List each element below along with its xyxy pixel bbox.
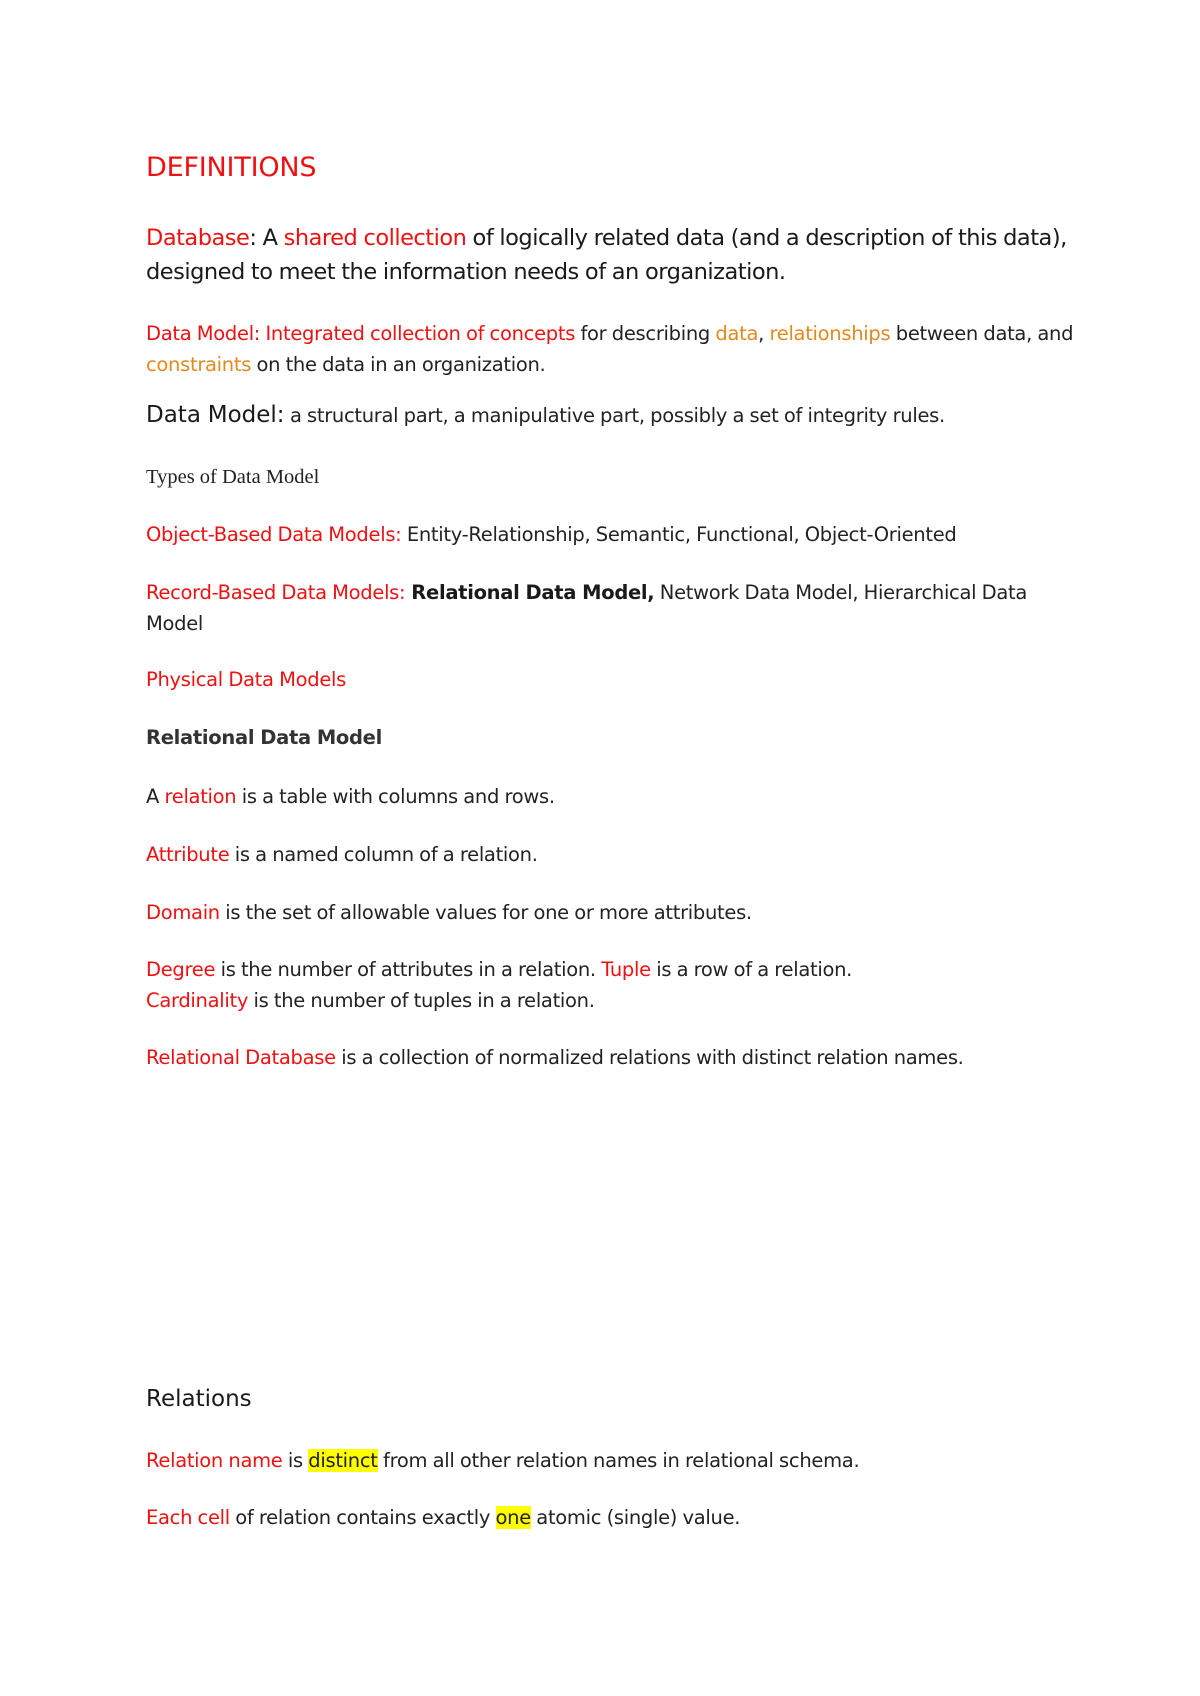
relationships-term: relationships xyxy=(769,322,891,345)
database-colon: : A xyxy=(249,225,284,251)
degree-text: is the number of attributes in a relation. xyxy=(215,958,602,981)
each-cell-text-2: atomic (single) value. xyxy=(530,1506,741,1529)
record-based-models xyxy=(146,577,1076,639)
object-based-models xyxy=(146,519,1076,550)
degree-definition xyxy=(146,954,1076,985)
domain-text: is the set of allowable values for one or more attributes. xyxy=(219,901,752,924)
relational-database-term: Relational Database xyxy=(146,1046,336,1069)
relational-database-text: is a collection of normalized relations with distinct relation names. xyxy=(335,1046,964,1069)
record-based-term: Record-Based Data Models: xyxy=(146,581,406,604)
data-model-parts xyxy=(146,400,1076,431)
distinct-highlight: distinct xyxy=(308,1449,378,1472)
relation-term: relation xyxy=(164,785,237,808)
data-model-text-2: between data, and xyxy=(890,322,1074,345)
data-model-term: Data Model: Integrated collection of concepts xyxy=(146,322,576,345)
data-model-comma: , xyxy=(758,322,770,345)
each-cell-text-1: of relation contains exactly xyxy=(229,1506,496,1529)
each-cell-rule xyxy=(146,1502,1076,1533)
cardinality-term: Cardinality xyxy=(146,989,249,1012)
data-term: data xyxy=(715,322,759,345)
relations-heading: Relations xyxy=(146,1386,252,1412)
relation-text: is a table with columns and rows. xyxy=(236,785,555,808)
attribute-term: Attribute xyxy=(146,843,230,866)
relation-a: A xyxy=(146,785,165,808)
cardinality-text: is the number of tuples in a relation. xyxy=(248,989,595,1012)
relation-name-term: Relation name xyxy=(146,1449,283,1472)
relation-name-rule xyxy=(146,1445,1076,1476)
constraints-term: constraints xyxy=(146,353,252,376)
domain-definition xyxy=(146,897,1076,928)
degree-term: Degree xyxy=(146,958,216,981)
record-based-text: Network Data Model, Hierarchical Data Model xyxy=(146,581,1028,635)
relational-database-definition xyxy=(146,1042,1076,1073)
object-based-term: Object-Based Data Models: xyxy=(146,523,402,546)
tuple-text: is a row of a relation. xyxy=(650,958,853,981)
data-model-text-1: for describing xyxy=(575,322,716,345)
data-model-definition xyxy=(146,318,1076,380)
data-model-text-3: on the data in an organization. xyxy=(251,353,546,376)
data-model-parts-lead: Data Model: xyxy=(146,402,285,428)
each-cell-term: Each cell xyxy=(146,1506,230,1529)
attribute-text: is a named column of a relation. xyxy=(229,843,538,866)
one-highlight: one xyxy=(495,1506,531,1529)
relational-data-model-bold: Relational Data Model, xyxy=(405,581,655,604)
database-definition xyxy=(146,221,1076,289)
relation-name-text-1: is xyxy=(282,1449,309,1472)
database-term: Database xyxy=(146,225,250,251)
types-heading: Types of Data Model xyxy=(146,466,320,488)
physical-data-models: Physical Data Models xyxy=(146,668,346,691)
page-title: DEFINITIONS xyxy=(146,152,317,183)
relation-name-text-2: from all other relation names in relational schema. xyxy=(377,1449,860,1472)
object-based-text: Entity-Relationship, Semantic, Functional, Object-Oriented xyxy=(401,523,957,546)
relation-definition xyxy=(146,781,1076,812)
attribute-definition xyxy=(146,839,1076,870)
data-model-parts-text: a structural part, a manipulative part, possibly a set of integrity rules. xyxy=(284,404,945,427)
cardinality-definition xyxy=(146,985,1076,1016)
database-definition-text: of logically related data (and a description of this data), designed to meet the information needs of an organization. xyxy=(146,225,1067,285)
relational-data-model-heading: Relational Data Model xyxy=(146,726,382,749)
tuple-term: Tuple xyxy=(601,958,651,981)
shared-collection-term: shared collection xyxy=(283,225,467,251)
domain-term: Domain xyxy=(146,901,220,924)
